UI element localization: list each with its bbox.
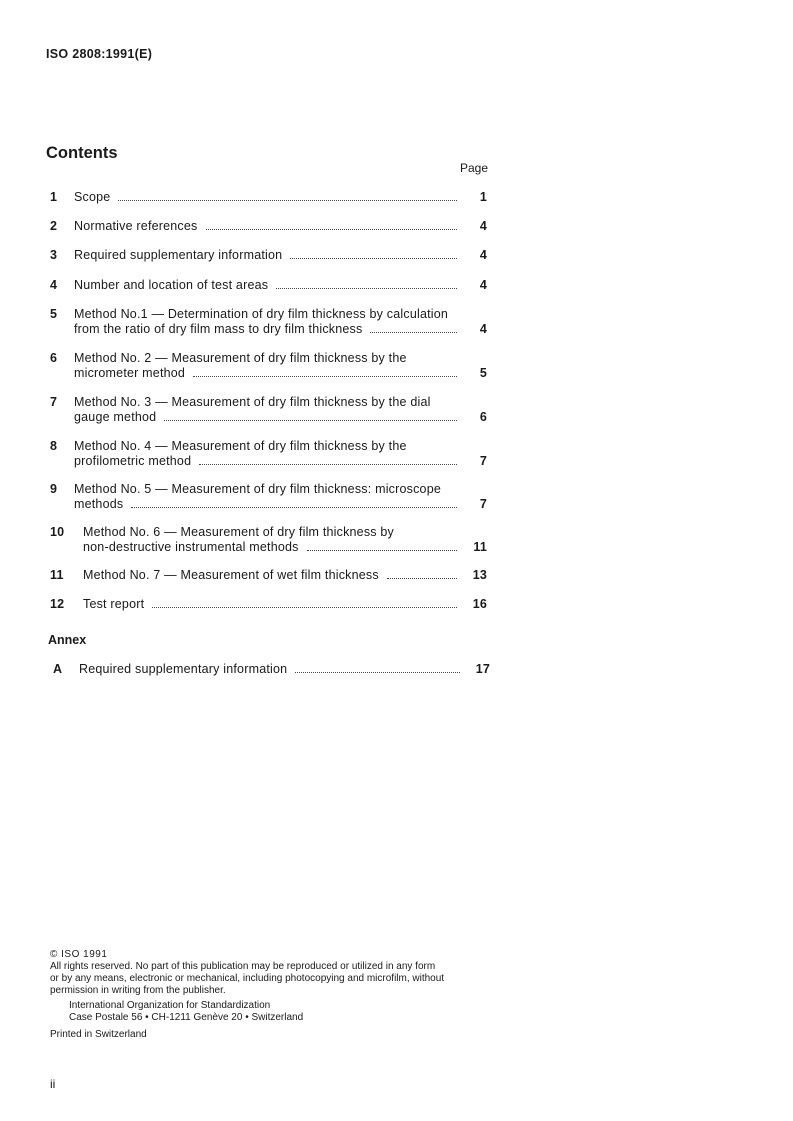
toc-page-number: 4: [479, 278, 487, 292]
dot-leader: [131, 506, 457, 508]
toc-entry-number: 5: [50, 307, 58, 321]
toc-entry-number: A: [53, 662, 63, 676]
copyright-notice: [50, 949, 500, 1041]
toc-page-number: 1: [479, 190, 487, 204]
toc-page-number: 7: [479, 497, 487, 511]
dot-leader: [307, 549, 457, 551]
toc-entry-number: 6: [50, 351, 58, 365]
dot-leader: [118, 199, 457, 201]
toc-entry-number: 4: [50, 278, 58, 292]
toc-page-number: 5: [479, 366, 487, 380]
standard-identifier: ISO 2808:1991(E): [46, 47, 153, 61]
toc-entry-number: 1: [50, 190, 58, 204]
toc-entry-title: profilometric method: [74, 454, 192, 468]
toc-page-number: 4: [479, 219, 487, 233]
toc-entry-number: 10: [50, 525, 65, 539]
dot-leader: [199, 463, 457, 465]
toc-page-number: 16: [472, 597, 487, 611]
toc-page-number: 17: [475, 662, 490, 676]
dot-leader: [387, 577, 457, 579]
annex-heading: Annex: [48, 633, 87, 647]
dot-leader: [206, 228, 458, 230]
dot-leader: [152, 606, 457, 608]
toc-entry-title: Required supplementary information: [74, 248, 283, 262]
organization-name: International Organization for Standardization: [69, 1000, 271, 1011]
copyright-line: © ISO 1991: [50, 949, 108, 960]
toc-entry-title: Method No. 6 — Measurement of dry film thickness by: [83, 525, 395, 539]
toc-entry-number: 9: [50, 482, 58, 496]
toc-entry-number: 7: [50, 395, 58, 409]
toc-entry-title: non-destructive instrumental methods: [83, 540, 299, 554]
toc-entry-title: Scope: [74, 190, 111, 204]
toc-entry-title: Method No. 2 — Measurement of dry film thickness by the: [74, 351, 407, 365]
toc-page-number: 11: [473, 540, 487, 554]
toc-page-number: 6: [479, 410, 487, 424]
toc-page-number: 13: [472, 568, 487, 582]
toc-entry-number: 8: [50, 439, 58, 453]
rights-line: permission in writing from the publisher.: [50, 985, 226, 996]
toc-entry-title: Method No. 3 — Measurement of dry film thickness by the dial: [74, 395, 431, 409]
page-number: ii: [50, 1077, 56, 1091]
rights-line: or by any means, electronic or mechanical, including photocopying and microfilm, without: [50, 973, 445, 984]
toc-entry-title: methods: [74, 497, 124, 511]
toc-entry-title: Required supplementary information: [79, 662, 288, 676]
organization-address: Case Postale 56 • CH-1211 Genève 20 • Switzerland: [69, 1012, 304, 1023]
printed-in: Printed in Switzerland: [50, 1029, 147, 1040]
toc-page-number: 7: [479, 454, 487, 468]
toc-entry-title: Test report: [83, 597, 145, 611]
rights-line: All rights reserved. No part of this publication may be reproduced or utilized in any form: [50, 961, 436, 972]
toc-entry-number: 11: [50, 568, 64, 582]
dot-leader: [370, 331, 457, 333]
toc-entry-title: Method No.1 — Determination of dry film thickness by calculation: [74, 307, 449, 321]
dot-leader: [276, 287, 457, 289]
toc-entry-title: Normative references: [74, 219, 198, 233]
contents-title: Contents: [46, 144, 118, 162]
toc-entry-title: Method No. 7 — Measurement of wet film thickness: [83, 568, 379, 582]
page-column-label: Page: [460, 161, 489, 175]
toc-entry-number: 2: [50, 219, 58, 233]
toc-entry-title: micrometer method: [74, 366, 186, 380]
dot-leader: [290, 257, 457, 259]
toc-entry-number: 12: [50, 597, 65, 611]
toc-entry-title: Number and location of test areas: [74, 278, 269, 292]
toc-entry-title: Method No. 5 — Measurement of dry film thickness: microscope: [74, 482, 441, 496]
toc-page-number: 4: [479, 248, 487, 262]
dot-leader: [164, 419, 457, 421]
toc-entry-title: gauge method: [74, 410, 157, 424]
toc-entry-number: 3: [50, 248, 58, 262]
toc-entry-title: Method No. 4 — Measurement of dry film thickness by the: [74, 439, 407, 453]
toc-entry-title: from the ratio of dry film mass to dry film thickness: [74, 322, 363, 336]
dot-leader: [295, 671, 460, 673]
dot-leader: [193, 375, 457, 377]
toc-page-number: 4: [479, 322, 487, 336]
